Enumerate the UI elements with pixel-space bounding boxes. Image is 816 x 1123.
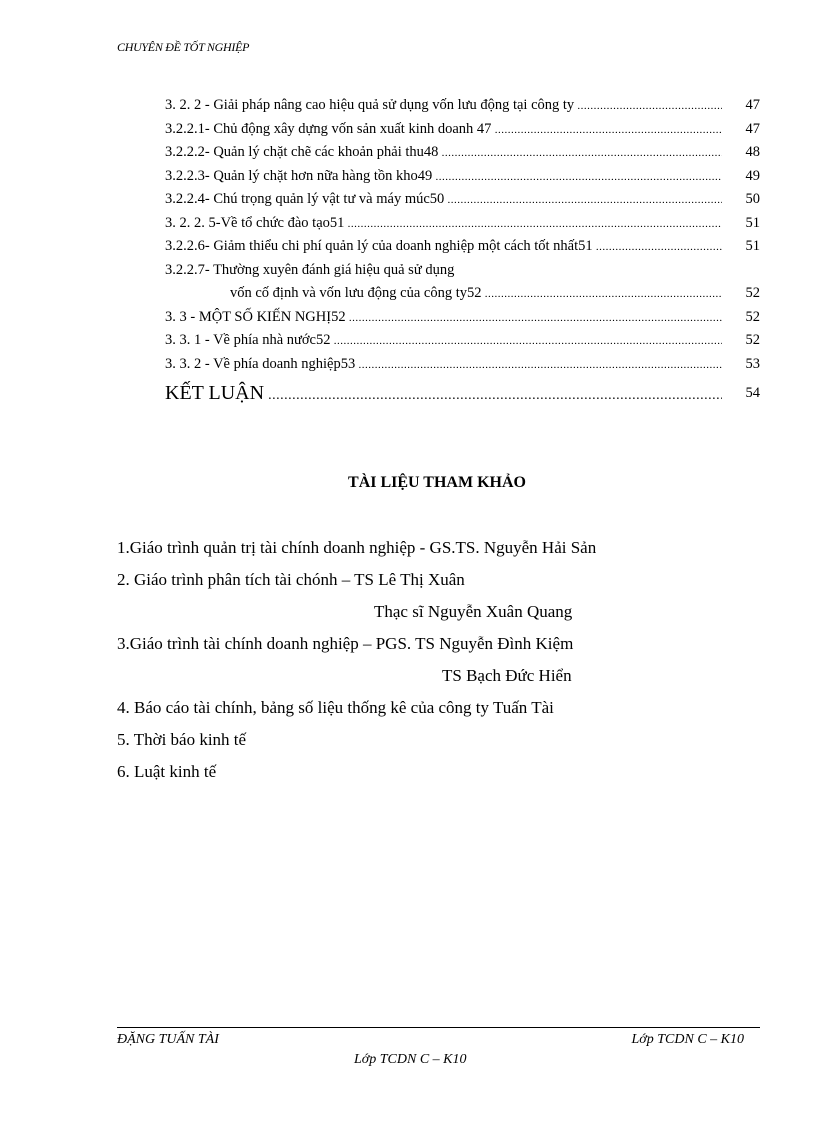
- reference-item: 2. Giáo trình phân tích tài chónh – TS Lê Thị Xuân: [117, 570, 465, 589]
- reference-item: 5. Thời báo kinh tế: [117, 730, 247, 749]
- toc-entry-label: KẾT LUẬN .....: [165, 376, 722, 413]
- toc-entry-label: 3. 2. 2. 5-Về tổ chức đào tạo51 .....: [165, 212, 722, 237]
- toc-entry-page: 52: [745, 308, 760, 325]
- reference-item-continuation: TS Bạch Đức Hiển: [442, 666, 572, 685]
- toc-entry-page: 54: [745, 385, 760, 401]
- reference-item: 4. Báo cáo tài chính, bảng số liệu thống kê của công ty Tuấn Tài: [117, 698, 554, 717]
- toc-entry: [165, 353, 760, 377]
- references-title: TÀI LIỆU THAM KHẢO: [348, 474, 526, 491]
- toc-entry-label: 3.2.2.4- Chú trọng quản lý vật tư và máy múc50 .....: [165, 188, 722, 213]
- table-of-contents: [165, 94, 760, 410]
- toc-entry-label: 3.2.2.3- Quản lý chặt hơn nữa hàng tồn kho49 .....: [165, 165, 722, 190]
- toc-entry-page: 52: [745, 285, 760, 301]
- reference-item: 3.Giáo trình tài chính doanh nghiệp – PGS. TS Nguyễn Đình Kiệm: [117, 634, 574, 653]
- toc-entry: [165, 165, 760, 189]
- toc-entry: [165, 141, 760, 165]
- toc-entry-page: 51: [745, 214, 760, 231]
- toc-entry: [165, 259, 760, 283]
- toc-entry: [165, 235, 760, 259]
- reference-item-continuation: Thạc sĩ Nguyễn Xuân Quang: [374, 602, 573, 621]
- toc-entry-label: 3.2.2.7- Thường xuyên đánh giá hiệu quả sử dụng: [165, 261, 455, 278]
- toc-entry-page: 48: [745, 144, 760, 160]
- reference-item: 6. Luật kinh tế: [117, 762, 217, 781]
- toc-entry: [165, 212, 760, 236]
- toc-entry-label: 3. 2. 2 - Giải pháp nâng cao hiệu quả sử dụng vốn lưu động tại công ty .....: [165, 94, 722, 119]
- toc-entry-page: 47: [745, 120, 760, 137]
- reference-item: 1.Giáo trình quản trị tài chính doanh nghiệp - GS.TS. Nguyễn Hải Sản: [117, 538, 597, 557]
- toc-entry-label: vốn cố định và vốn lưu động của công ty52 .....: [230, 282, 722, 307]
- toc-entry-label: 3. 3. 2 - Về phía doanh nghiệp53 .....: [165, 353, 722, 378]
- toc-entry: [165, 282, 760, 306]
- references-list: [117, 535, 757, 791]
- toc-entry-label: 3.2.2.1- Chủ động xây dựng vốn sản xuất kinh doanh 47 .....: [165, 118, 722, 143]
- footer-class-center: Lớp TCDN C – K10: [354, 1052, 467, 1067]
- toc-entry-label: 3.2.2.6- Giảm thiểu chi phí quản lý của doanh nghiệp một cách tốt nhất51 .....: [165, 235, 722, 260]
- toc-entry: [165, 306, 760, 330]
- toc-entry-page: 53: [745, 355, 760, 372]
- footer-divider: [117, 1027, 760, 1028]
- toc-entry: [165, 188, 760, 212]
- toc-entry-page: 49: [745, 167, 760, 184]
- toc-entry: [165, 118, 760, 142]
- toc-entry: [165, 329, 760, 353]
- toc-entry-label: 3.2.2.2- Quản lý chặt chẽ các khoản phải thu48 .....: [165, 141, 722, 166]
- toc-entry-page: 52: [745, 332, 760, 348]
- toc-entry-label: 3. 3 - MỘT SỐ KIẾN NGHỊ52 .....: [165, 306, 722, 331]
- toc-entry-conclusion: [165, 376, 760, 410]
- footer-author: ĐẶNG TUẤN TÀI: [117, 1032, 219, 1047]
- page-header: CHUYÊN ĐỀ TỐT NGHIỆP: [117, 40, 250, 54]
- toc-entry-page: 51: [745, 238, 760, 254]
- toc-entry-page: 47: [745, 97, 760, 113]
- footer-class: Lớp TCDN C – K10: [631, 1032, 744, 1047]
- toc-entry: [165, 94, 760, 118]
- toc-entry-page: 50: [745, 191, 760, 207]
- toc-entry-label: 3. 3. 1 - Về phía nhà nước52 .....: [165, 329, 722, 354]
